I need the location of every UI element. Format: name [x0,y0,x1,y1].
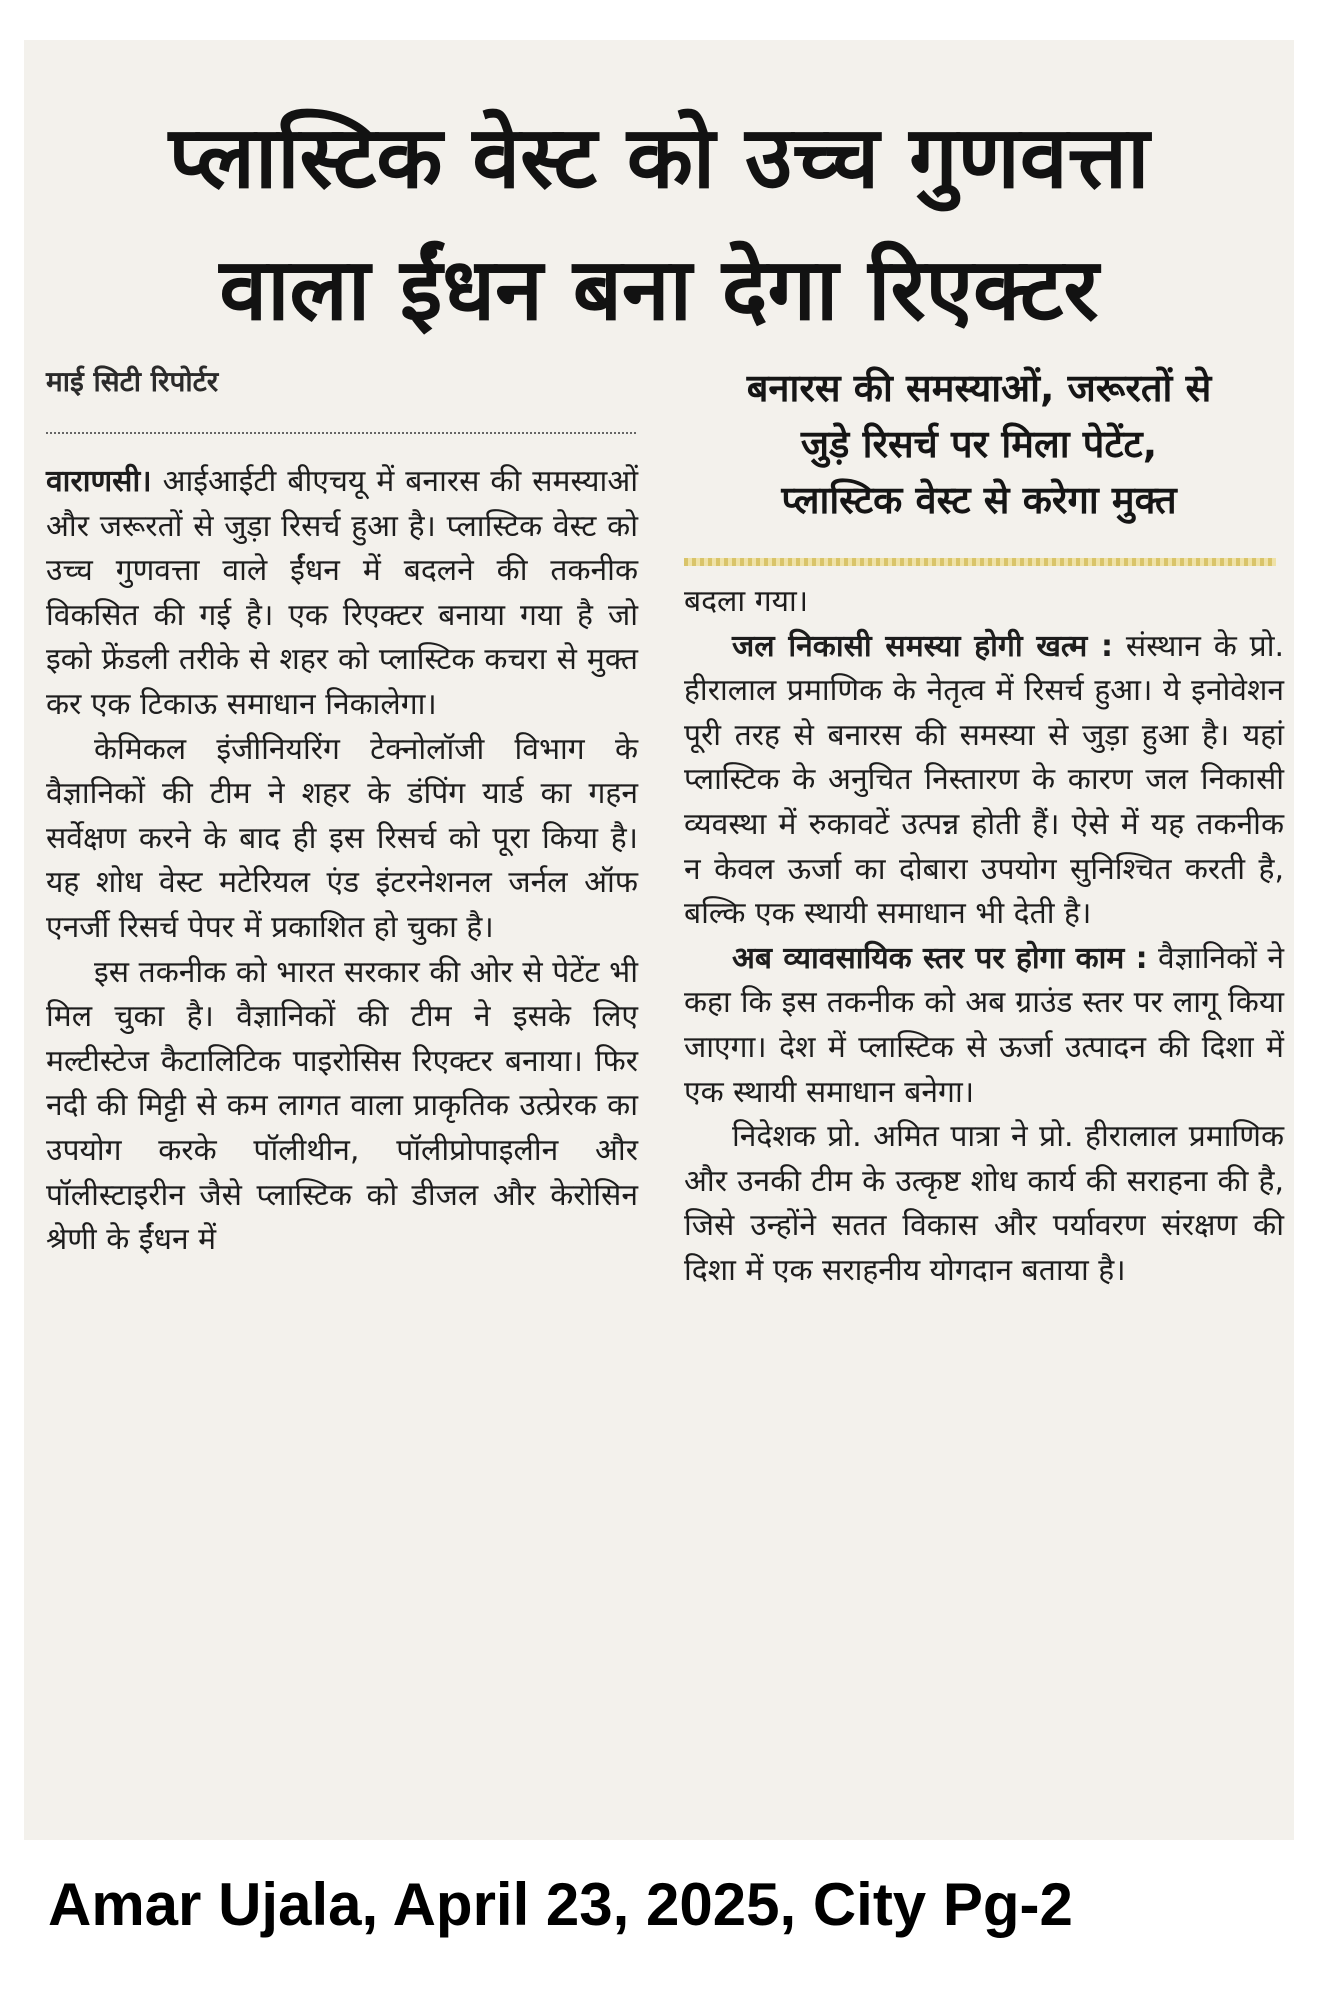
subheadline-line-3: प्लास्टिक वेस्ट से करेगा मुक्त [781,478,1177,522]
article-paragraph-2: केमिकल इंजीनियरिंग टेक्नोलॉजी विभाग के वैज्ञानिकों की टीम ने शहर के डंपिंग यार्ड का गहन सर्वेक्षण करने के बाद ही इस रिसर्च को पूरा किया है। यह शोध वेस्ट मटेरियल एंड इंटरनेशनल जर्नल ऑफ एनर्जी रिसर्च पेपर में प्रकाशित हो चुका है। [46,731,638,945]
subheadline-line-1: बनारस की समस्याओं, जरूरतों से [746,366,1212,410]
section-title-drainage: जल निकासी समस्या होगी खत्म : [732,628,1114,664]
section-title-commercial: अब व्यावसायिक स्तर पर होगा काम : [732,940,1148,976]
article-section-commercial [684,937,1284,1115]
paragraph-1-text: आईआईटी बीएचयू में बनारस की समस्याओं और जरूरतों से जुड़ा रिसर्च हुआ है। प्लास्टिक वेस्ट को उच्च गुणवत्ता वाले ईंधन में बदलने की तकनीक विकसित की गई है। एक रिएक्टर बनाया गया है जो इको फ्रेंडली तरीके से शहर को प्लास्टिक कचरा से मुक्त कर एक टिकाऊ समाधान निकालेगा। [46,464,638,722]
source-caption: Amar Ujala, April 23, 2025, City Pg-2 [48,1871,1073,1938]
article-paragraph-3: इस तकनीक को भारत सरकार की ओर से पेटेंट भी मिल चुका है। वैज्ञानिकों की टीम ने इसके लिए मल्टीस्टेज कैटालिटिक पाइरोसिस रिएक्टर बनाया। फिर नदी की मिट्टी से कम लागत वाला प्राकृतिक उत्प्रेरक का उपयोग करके पॉलीथीन, पॉलीप्रोपाइलीन और पॉलीस्टाइरीन जैसे प्लास्टिक को डीजल और केरोसिन श्रेणी के ईंधन में [46,954,638,1258]
article-paragraph-last: निदेशक प्रो. अमित पात्रा ने प्रो. हीरालाल प्रमाणिक और उनकी टीम के उत्कृष्ट शोध कार्य की सराहना की है, जिसे उन्होंने सतत विकास और पर्यावरण संरक्षण की दिशा में एक सराहनीय योगदान बताया है। [684,1119,1284,1288]
subheadline [674,360,1284,528]
byline: माई सिटी रिपोर्टर [46,365,219,398]
section-text-commercial: वैज्ञानिकों ने कहा कि इस तकनीक को अब ग्राउंड स्तर पर लागू किया जाएगा। देश में प्लास्टिक से ऊर्जा उत्पादन की दिशा में एक स्थायी समाधान बनेगा। [684,940,1284,1110]
section-text-drainage: संस्थान के प्रो. हीरालाल प्रमाणिक के नेतृत्व में रिसर्च हुआ। ये इनोवेशन पूरी तरह से बनारस की समस्या से जुड़ा हुआ है। यहां प्लास्टिक के अनुचित निस्तारण के कारण जल निकासी व्यवस्था में रुकावटें उत्पन्न होती हैं। ऐसे में यह तकनीक न केवल ऊर्जा का दोबारा उपयोग सुनिश्चित करती है, बल्कि एक स्थायी समाधान भी देती है। [684,628,1284,932]
article-column-right [684,580,1284,1294]
subheadline-divider [684,558,1276,566]
article-paragraph-1 [46,460,638,728]
dateline: वाराणसी। [46,464,152,499]
article-paragraph-4: बदला गया। [684,584,809,619]
headline [24,92,1294,356]
subheadline-line-2: जुड़े रिसर्च पर मिला पेटेंट, [800,422,1158,466]
byline-divider [46,432,636,434]
article-section-drainage [684,625,1284,937]
headline-line-2: वाला ईंधन बना देगा रिएक्टर [219,240,1099,340]
article-column-left [46,460,638,1263]
newspaper-clipping [24,40,1294,1840]
headline-line-1: प्लास्टिक वेस्ट को उच्च गुणवत्ता [168,108,1150,208]
